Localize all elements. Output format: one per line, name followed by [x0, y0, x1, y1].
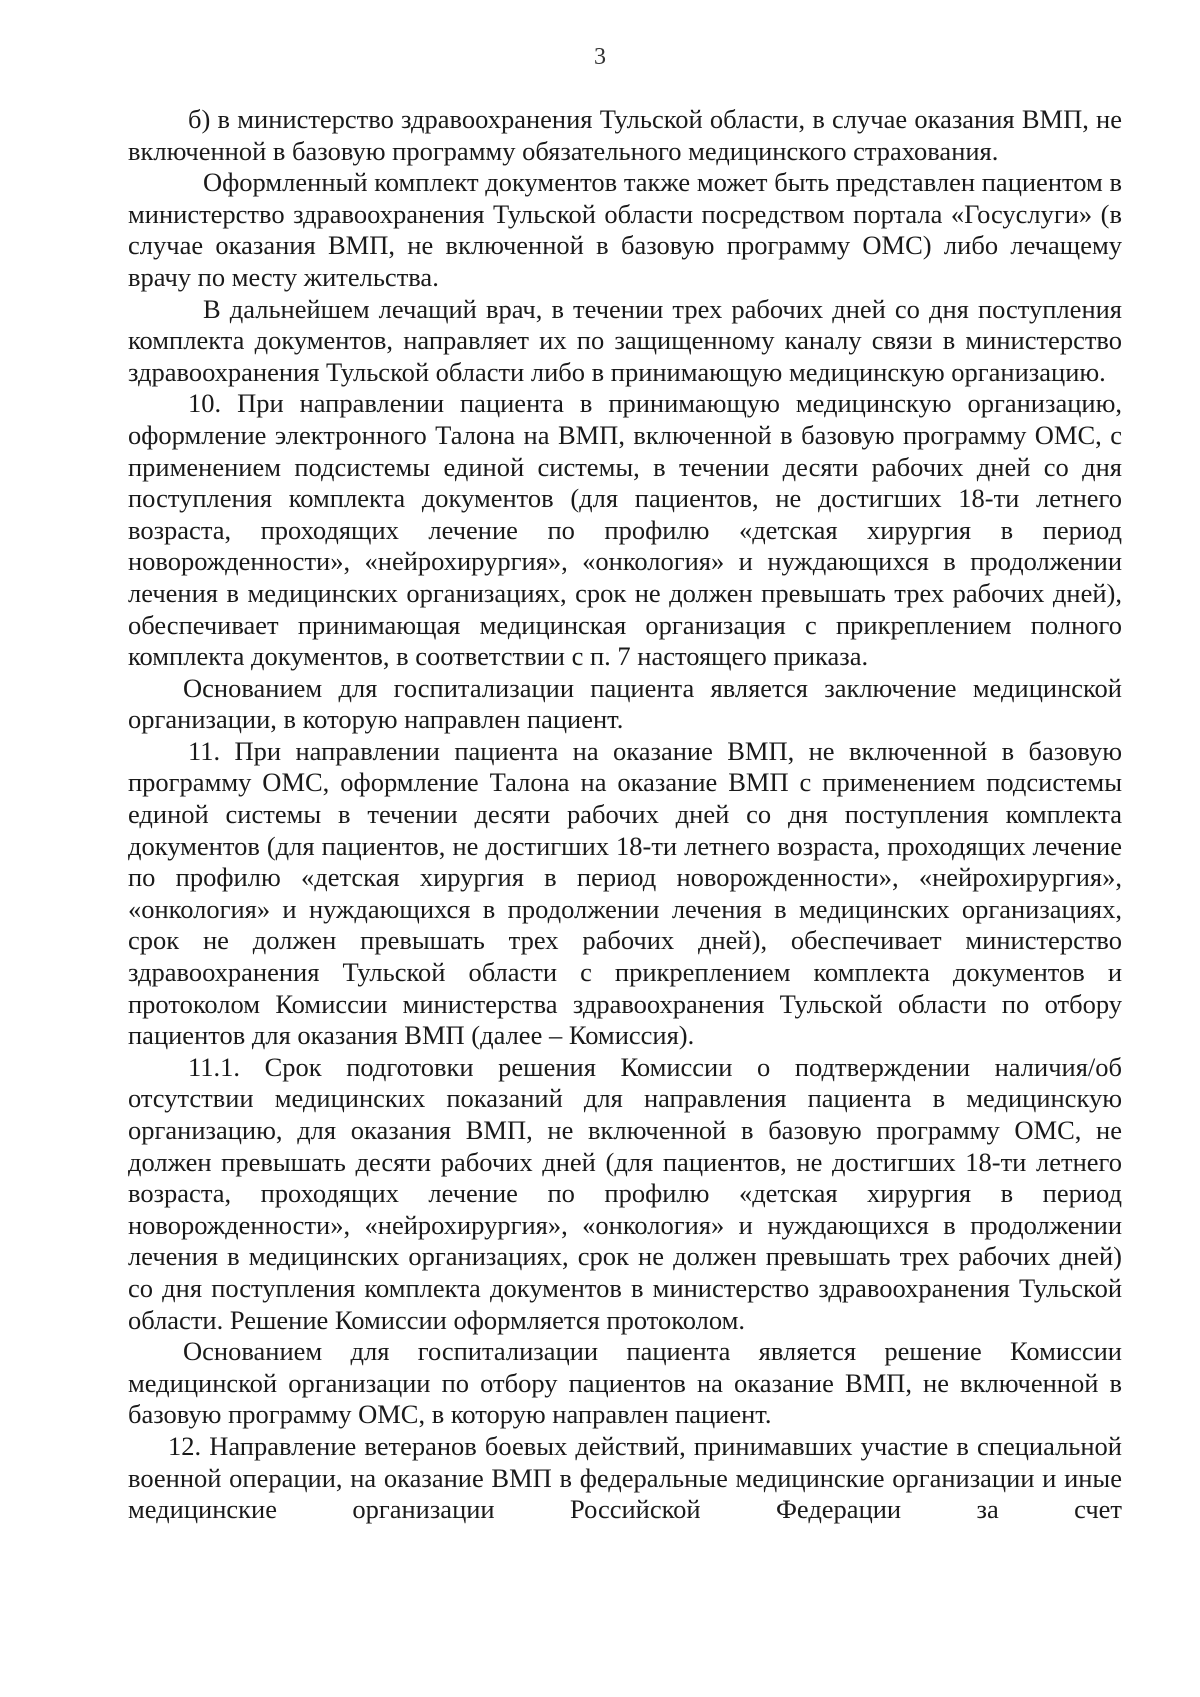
paragraph-12: 12. Направление ветеранов боевых действий, принимавших участие в специальной военной операции, на оказание ВМП в федеральные медицинские организации и иные медицинские организации Российской Федерации за счет: [128, 1430, 1122, 1525]
paragraph-basis-decision: Основанием для госпитализации пациента является решение Комиссии медицинской организации по отбору пациентов на оказание ВМП, не включенной в базовую программу ОМС, в которую направлен пациент.: [128, 1336, 1122, 1430]
page-number: 3: [594, 44, 606, 70]
document-body: [128, 104, 1122, 1526]
paragraph-10: 10. При направлении пациента в принимающую медицинскую организацию, оформление электронного Талона на ВМП, включенной в базовую программу ОМС, с применением подсистемы единой системы, в течении десяти рабочих дней со дня поступления комплекта документов (для пациентов, не достигших 18-ти летнего возраста, проходящих лечение по профилю «детская хирургия в период новорожденности», «нейрохирургия», «онкология» и нуждающихся в продолжении лечения в медицинских организациях, срок не должен превышать трех рабочих дней), обеспечивает принимающая медицинская организация с прикреплением полного комплекта документов, в соответствии с п. 7 настоящего приказа.: [128, 388, 1122, 672]
paragraph-11-1: 11.1. Срок подготовки решения Комиссии о подтверждении наличия/об отсутствии медицинских показаний для направления пациента в медицинскую организацию, для оказания ВМП, не включенной в базовую программу ОМС, не должен превышать десяти рабочих дней (для пациентов, не достигших 18-ти летнего возраста, проходящих лечение по профилю «детская хирургия в период новорожденности», «нейрохирургия», «онкология» и нуждающихся в продолжении лечения в медицинских организациях, срок не должен превышать трех рабочих дней) со дня поступления комплекта документов в министерство здравоохранения Тульской области. Решение Комиссии оформляется протоколом.: [128, 1051, 1122, 1335]
paragraph-basis-conclusion: Основанием для госпитализации пациента является заключение медицинской организации, в которую направлен пациент.: [128, 672, 1122, 735]
paragraph-doctor-forwarding: В дальнейшем лечащий врач, в течении трех рабочих дней со дня поступления комплекта документов, направляет их по защищенному каналу связи в министерство здравоохранения Тульской области либо в принимающую медицинскую организацию.: [128, 293, 1122, 387]
paragraph-11: 11. При направлении пациента на оказание ВМП, не включенной в базовую программу ОМС, оформление Талона на оказание ВМП с применением подсистемы единой системы в течении десяти рабочих дней со дня поступления комплекта документов (для пациентов, не достигших 18-ти летнего возраста, проходящих лечение по профилю «детская хирургия в период новорожденности», «нейрохирургия», «онкология» и нуждающихся в продолжении лечения в медицинских организациях, срок не должен превышать трех рабочих дней), обеспечивает министерство здравоохранения Тульской области с прикреплением комплекта документов и протоколом Комиссии министерства здравоохранения Тульской области по отбору пациентов для оказания ВМП (далее – Комиссия).: [128, 735, 1122, 1051]
paragraph-b-ministry: б) в министерство здравоохранения Тульской области, в случае оказания ВМП, не включенной в базовую программу обязательного медицинского страхования.: [128, 104, 1122, 166]
paragraph-documents-submission: Оформленный комплект документов также может быть представлен пациентом в министерство здравоохранения Тульской области посредством портала «Госуслуги» (в случае оказания ВМП, не включенной в базовую программу ОМС) либо лечащему врачу по месту жительства.: [128, 167, 1122, 292]
